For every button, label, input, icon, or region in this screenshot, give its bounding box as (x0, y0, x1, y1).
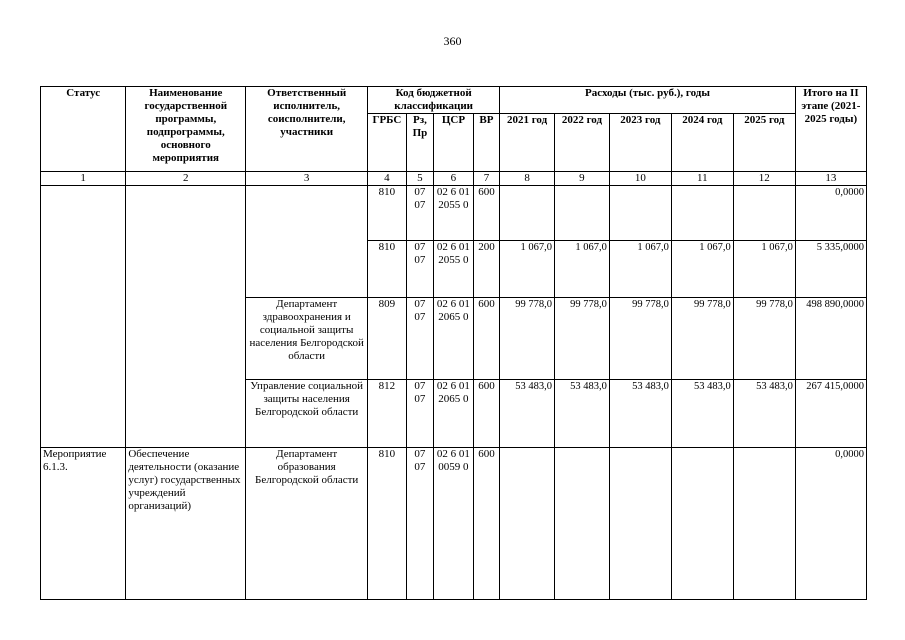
index-cell: 9 (555, 172, 610, 186)
header-program-name: Наименование государственной программы, подпрограммы, основного мероприятия (126, 87, 246, 172)
header-grbs: ГРБС (368, 114, 407, 172)
index-cell: 10 (609, 172, 671, 186)
value-2023-cell: 1 067,0 (609, 241, 671, 298)
value-2023-cell: 99 778,0 (609, 298, 671, 380)
header-2025: 2025 год (733, 114, 795, 172)
vr-cell: 600 (473, 298, 499, 380)
index-cell: 11 (671, 172, 733, 186)
column-index-row (41, 172, 867, 186)
value-2023-cell: 53 483,0 (609, 380, 671, 448)
grbs-cell: 810 (368, 186, 407, 241)
grbs-cell: 810 (368, 241, 407, 298)
csr-cell: 02 6 01 2055 0 (434, 186, 474, 241)
value-2022-cell (555, 448, 610, 600)
status-cell (41, 186, 126, 448)
index-cell: 3 (246, 172, 368, 186)
vr-cell: 600 (473, 186, 499, 241)
value-2021-cell (500, 186, 555, 241)
value-2023-cell (609, 186, 671, 241)
index-cell: 8 (500, 172, 555, 186)
value-2021-cell: 1 067,0 (500, 241, 555, 298)
value-2025-cell: 53 483,0 (733, 380, 795, 448)
rzpr-cell: 07 07 (406, 448, 433, 600)
csr-cell: 02 6 01 2055 0 (434, 241, 474, 298)
table-row (41, 186, 867, 241)
value-2025-cell (733, 186, 795, 241)
header-budget-code: Код бюджетной классификации (368, 87, 500, 114)
executor-cell (246, 186, 368, 298)
value-2021-cell: 53 483,0 (500, 380, 555, 448)
total-cell: 0,0000 (795, 186, 866, 241)
value-2024-cell: 1 067,0 (671, 241, 733, 298)
index-cell: 7 (473, 172, 499, 186)
rzpr-cell: 07 07 (406, 241, 433, 298)
header-2021: 2021 год (500, 114, 555, 172)
header-csr: ЦСР (434, 114, 474, 172)
value-2022-cell: 1 067,0 (555, 241, 610, 298)
rzpr-cell: 07 07 (406, 298, 433, 380)
total-cell: 0,0000 (795, 448, 866, 600)
csr-cell: 02 6 01 0059 0 (434, 448, 474, 600)
header-vr: ВР (473, 114, 499, 172)
page-number: 360 (443, 34, 462, 48)
executor-cell: Управление социальной защиты населения Белгородской области (246, 380, 368, 448)
rzpr-cell: 07 07 (406, 380, 433, 448)
value-2025-cell (733, 448, 795, 600)
value-2021-cell: 99 778,0 (500, 298, 555, 380)
index-cell: 1 (41, 172, 126, 186)
value-2025-cell: 99 778,0 (733, 298, 795, 380)
grbs-cell: 809 (368, 298, 407, 380)
index-cell: 4 (368, 172, 407, 186)
index-cell: 6 (434, 172, 474, 186)
value-2023-cell (609, 448, 671, 600)
executor-cell: Департамент здравоохранения и социальной защиты населения Белгородской области (246, 298, 368, 380)
status-cell: Мероприятие 6.1.3. (41, 448, 126, 600)
budget-table (40, 86, 867, 600)
grbs-cell: 810 (368, 448, 407, 600)
value-2022-cell: 53 483,0 (555, 380, 610, 448)
header-expenses: Расходы (тыс. руб.), годы (500, 87, 796, 114)
csr-cell: 02 6 01 2065 0 (434, 298, 474, 380)
value-2022-cell (555, 186, 610, 241)
program-name-cell: Обеспечение деятельности (оказание услуг) государственных учреждений организаций) (126, 448, 246, 600)
index-cell: 12 (733, 172, 795, 186)
header-2023: 2023 год (609, 114, 671, 172)
program-name-cell (126, 186, 246, 448)
value-2024-cell: 99 778,0 (671, 298, 733, 380)
executor-cell: Департамент образования Белгородской области (246, 448, 368, 600)
header-2022: 2022 год (555, 114, 610, 172)
header-rzpr: Рз, Пр (406, 114, 433, 172)
vr-cell: 600 (473, 380, 499, 448)
total-cell: 5 335,0000 (795, 241, 866, 298)
rzpr-cell: 07 07 (406, 186, 433, 241)
value-2025-cell: 1 067,0 (733, 241, 795, 298)
csr-cell: 02 6 01 2065 0 (434, 380, 474, 448)
header-executor: Ответственный исполнитель, соисполнители, участники (246, 87, 368, 172)
grbs-cell: 812 (368, 380, 407, 448)
index-cell: 5 (406, 172, 433, 186)
vr-cell: 200 (473, 241, 499, 298)
index-cell: 13 (795, 172, 866, 186)
total-cell: 498 890,0000 (795, 298, 866, 380)
value-2024-cell (671, 448, 733, 600)
value-2021-cell (500, 448, 555, 600)
index-cell: 2 (126, 172, 246, 186)
table-row (41, 448, 867, 600)
value-2024-cell (671, 186, 733, 241)
value-2022-cell: 99 778,0 (555, 298, 610, 380)
value-2024-cell: 53 483,0 (671, 380, 733, 448)
vr-cell: 600 (473, 448, 499, 600)
header-2024: 2024 год (671, 114, 733, 172)
header-total: Итого на II этапе (2021-2025 годы) (795, 87, 866, 172)
total-cell: 267 415,0000 (795, 380, 866, 448)
header-status: Статус (41, 87, 126, 172)
